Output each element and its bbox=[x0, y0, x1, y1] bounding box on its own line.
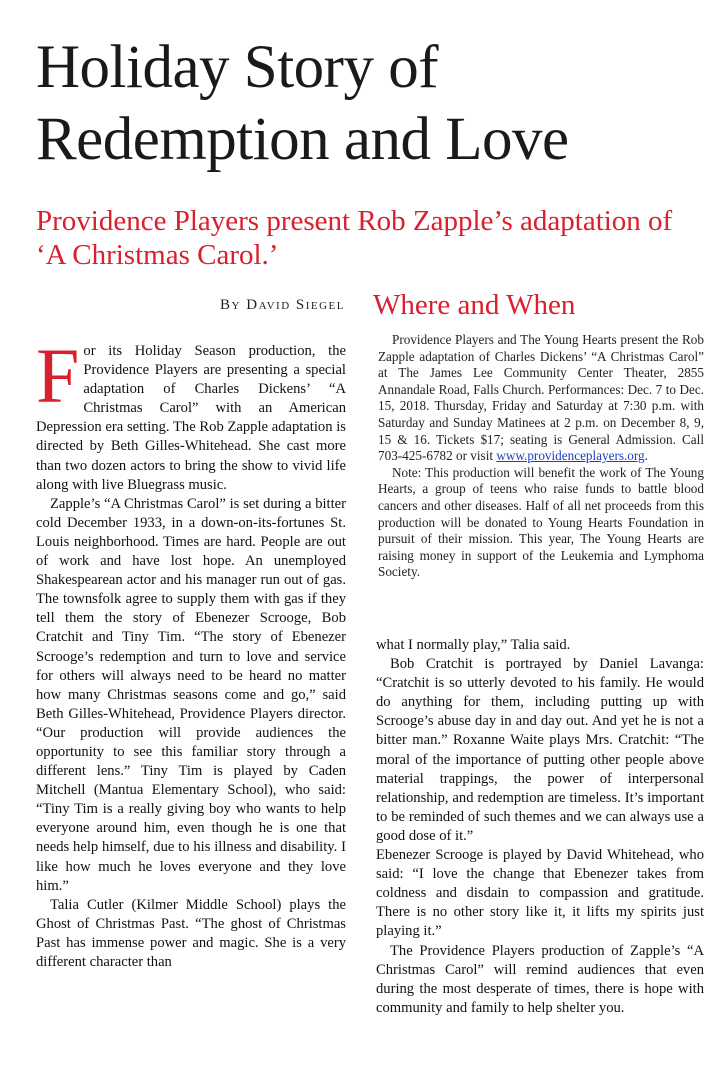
article-column-left bbox=[36, 332, 346, 972]
article-column-right bbox=[376, 636, 704, 1018]
sidebar-details-text: Providence Players and The Young Hearts present the Rob Zapple adaptation of Charles Dickens’ “A Christmas Carol” at The James Lee Community Center Theater, 2855 Annandale Road, Falls Church. Performances: Dec. 7 to Dec. 15, 2018. Thursday, Friday and Saturday at 7:30 p.m. with Saturday and Sunday Matinees at 2 p.m. on December 8, 9, 15 & 16. Tickets $17; seating is General Admission. Call 703-425-6782 or visit bbox=[378, 332, 704, 464]
continued-paragraph: what I normally play,” Talia said. bbox=[376, 637, 571, 653]
body-paragraph: Ebenezer Scrooge is played by David Whitehead, who said: “I love the change that Ebenezer takes from coldness and disdain to compassion and gratitude. There is no other story like it, it lifts my spirits just playing it.” bbox=[376, 847, 704, 940]
where-and-when-box bbox=[378, 332, 704, 581]
lead-paragraph bbox=[36, 332, 346, 495]
body-paragraph: Bob Cratchit is portrayed by Daniel Lavanga: “Cratchit is so utterly devoted to his family. He would do anything for them, including putting up with Scrooge’s abuse day in and day out. And yet he is not a bitter man.” Roxanne Waite plays Mrs. Cratchit: “The moral of the importance of putting other people above material trappings, the power of interpersonal relationship, and redemption are timeless. It’s important to be reminded of such themes and we can always use a good dose of it.” bbox=[376, 656, 704, 844]
lead-text: or its Holiday Season production, the Providence Players are presenting a special adaptation of Charles Dickens’ “A Christmas Carol” with an American Depression era setting. The Rob Zapple adaptation is directed by Beth Gilles-Whitehead. She cast more than two dozen actors to bring the show to vivid life along with live Bluegrass music. bbox=[36, 343, 346, 493]
sidebar-details-end: . bbox=[644, 448, 648, 464]
closing-paragraph: The Providence Players production of Zapple’s “A Christmas Carol” will remind audiences that even during the most desperate of times, there is hope with community and family to help shelter you. bbox=[376, 942, 704, 1016]
sidebar-paragraph-details bbox=[378, 332, 704, 465]
sidebar-paragraph-note: Note: This production will benefit the work of The Young Hearts, a group of teens who raise funds to battle blood cancers and other diseases. Half of all net proceeds from this production will be donated to Young Hearts Foundation in pursuit of their mission. This year, The Young Hearts are raising money in support of the Leukemia and Lymphoma Society. bbox=[378, 464, 704, 580]
sidebar-heading: Where and When bbox=[373, 289, 576, 321]
article-title: Holiday Story of Redemption and Love bbox=[36, 34, 569, 173]
article-byline: By David Siegel bbox=[220, 297, 345, 313]
drop-cap: F bbox=[36, 332, 80, 419]
body-paragraph: Zapple’s “A Christmas Carol” is set during a bitter cold December 1933, in a down-on-its-fortunes St. Louis neighborhood. Times are hard. People are out of work and have lost hope. An unemployed Shakespearean actor and his manager run out of gas. The townsfolk agree to supply them with gas if they tell them the story of Ebenezer Scrooge, Bob Cratchit and Tiny Tim. “The story of Ebenezer Scrooge’s redemption and turn to love and service for others will always need to be heard no matter how many Christmas seasons come and go,” said Beth Gilles-Whitehead, Providence Players director. “Our production will provide audiences the opportunity to see this familiar story through a different lens.” Tiny Tim is played by Caden Mitchell (Mantua Elementary School), who said: “Tiny Tim is a really giving boy who wants to help everyone around him, even though he is one that needs help himself, due to his illness and disability. I like how much he loves everyone and they love him.” bbox=[36, 495, 346, 894]
body-paragraph: Talia Cutler (Kilmer Middle School) plays the Ghost of Christmas Past. “The ghost of Christmas Past has immense power and magic. She is a very different character than bbox=[36, 896, 346, 970]
providence-players-link[interactable]: www.providenceplayers.org bbox=[496, 448, 645, 464]
article-subtitle: Providence Players present Rob Zapple’s adaptation of ‘A Christmas Carol.’ bbox=[36, 205, 673, 271]
